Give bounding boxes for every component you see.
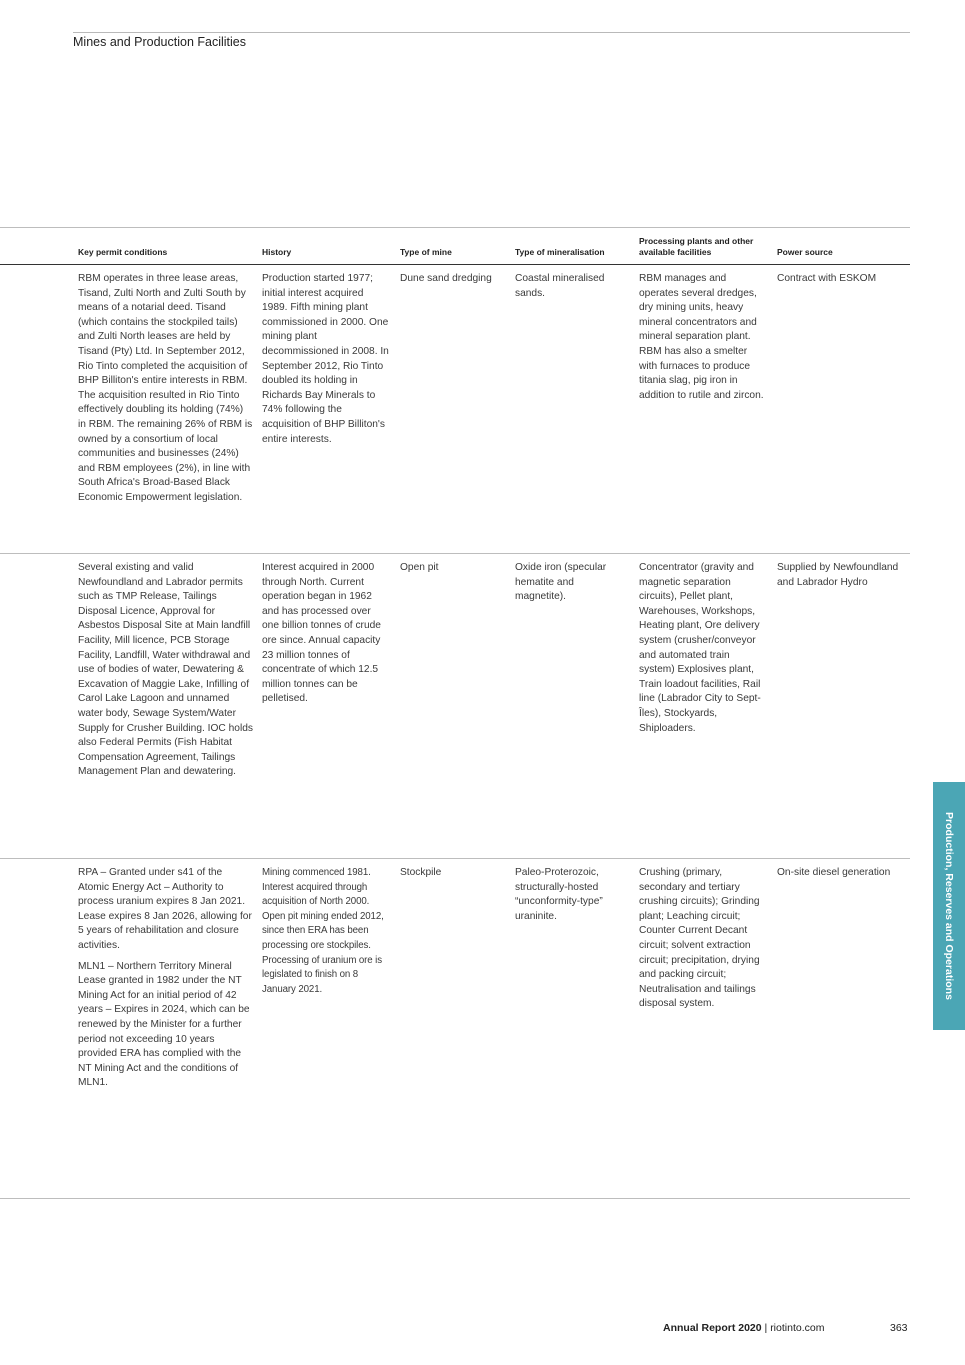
- cell-mineralisation: Oxide iron (specular hematite and magnetite).: [515, 562, 607, 603]
- col-header-processing: Processing plants and other available facilities: [639, 236, 754, 257]
- cell-permit: Several existing and valid Newfoundland and Labrador permits such as TMP Release, Tailings Disposal Licence, Approval for Asbestos Disposal Site at Main landfill Facility, Mill licence, PCB Storage Facility, Landfill, Water withdrawal and use of bodies of water, Dewatering & Excavation of Maggie Lake, Infilling of Carol Lake Lagoon and unnamed water body, Sewage System/Water Supply for Crusher Building. IOC holds also Federal Permits (Fish Habitat Compensation Agreement, Tailings Management Plan and dewatering.: [78, 562, 253, 778]
- cell-mine-type: Stockpile: [400, 867, 442, 878]
- footer-site: riotinto.com: [770, 1322, 825, 1334]
- cell-mineralisation: Paleo-Proterozoic, structurally-hosted “unconformity-type” uraninite.: [515, 867, 603, 922]
- table-row: [0, 265, 910, 554]
- cell-history: Mining commenced 1981. Interest acquired through acquisition of North 2000. Open pit mining ended 2012, since then ERA has been processing ore stockpiles. Processing of uranium ore is legislated to finish on 8 January 2021.: [262, 867, 384, 995]
- footer-report-title: Annual Report 2020: [663, 1322, 762, 1334]
- col-header-history: History: [262, 247, 292, 257]
- cell-power: Contract with ESKOM: [777, 273, 877, 284]
- cell-permit: RPA – Granted under s41 of the Atomic Energy Act – Authority to process uranium expires 8 Jan 2021. Lease expires 8 Jan 2026, allowing for 5 years of rehabilitation and closure activities. MLN1 – Northern Territory Mineral Lease granted in 1982 under the NT Mining Act for an initial period of 42 years – Expires in 2024, which can be renewed by the Minister for a further period not exceeding 10 years provided ERA has complied with the NT Mining Act and the conditions of MLN1.: [78, 867, 252, 1089]
- cell-mine-type: Dune sand dredging: [400, 273, 492, 284]
- section-side-tab[interactable]: [933, 782, 965, 1030]
- table-row: [0, 859, 910, 1199]
- cell-mineralisation: Coastal mineralised sands.: [515, 273, 605, 299]
- col-header-mine-type: Type of mine: [400, 247, 452, 257]
- cell-power: On-site diesel generation: [777, 867, 891, 878]
- cell-mine-type: Open pit: [400, 562, 439, 573]
- footer-separator: |: [764, 1322, 768, 1334]
- cell-processing: Concentrator (gravity and magnetic separation circuits), Pellet plant, Warehouses, Workshops, Heating plant, Ore delivery system (crusher/conveyor and automated train system) Explosives plant, Train loadout facilities, Rail line (Labrador City to Sept-Îles), Stockyards, Shiploaders.: [639, 562, 761, 734]
- cell-power: Supplied by Newfoundland and Labrador Hydro: [777, 562, 899, 588]
- mines-table: [0, 227, 910, 1199]
- cell-permit: RBM operates in three lease areas, Tisand, Zulti North and Zulti South by means of a notarial deed. Tisand (which contains the stockpiled tails) and Zulti North leases are held by Tisand (Pty) Ltd. In September 2012, Rio Tinto completed the acquisition of BHP Billiton's entire interests in RBM. The acquisition resulted in Rio Tinto effectively doubling its holding (74%) in RBM. The remaining 26% of RBM is owned by a consortium of local communities and businesses (24%) and RBM employees (2%), in line with South Africa's Broad-Based Black Economic Empowerment legislation.: [78, 273, 253, 503]
- table-row: [0, 554, 910, 859]
- top-rule: [73, 32, 910, 33]
- cell-history: Interest acquired in 2000 through North. Current operation began in 1962 and has processed over one billion tonnes of crude ore since. Annual capacity 23 million tonnes of concentrate of which 12.5 million tonnes can be pelletised.: [262, 562, 381, 705]
- col-header-power: Power source: [777, 247, 833, 257]
- cell-processing: RBM manages and operates several dredges, dry mining units, heavy mineral concentrators and mineral separation plant. RBM has also a smelter with furnaces to produce titania slag, pig iron in addition to rutile and zircon.: [639, 273, 764, 401]
- section-title: Mines and Production Facilities: [73, 35, 246, 49]
- footer-report: [663, 1322, 824, 1334]
- table-header: [0, 228, 910, 265]
- side-tab-label: Production, Reserves and Operations: [943, 812, 955, 1000]
- col-header-permit: Key permit conditions: [78, 247, 168, 257]
- cell-history: Production started 1977; initial interest acquired 1989. Fifth mining plant commissioned in 2000. One mining plant decommissioned in 2008. In September 2012, Rio Tinto doubled its holding in Richards Bay Minerals to 74% following the acquisition of BHP Billiton's entire interests.: [262, 273, 389, 445]
- col-header-mineralisation: Type of mineralisation: [515, 247, 605, 257]
- page-number: 363: [890, 1322, 908, 1334]
- cell-processing: Crushing (primary, secondary and tertiary crushing circuits); Grinding plant; Leaching circuit; Counter Current Decant circuit; solvent extraction circuit; precipitation, drying and packing circuit; Neutralisation and tailings disposal system.: [639, 867, 760, 1010]
